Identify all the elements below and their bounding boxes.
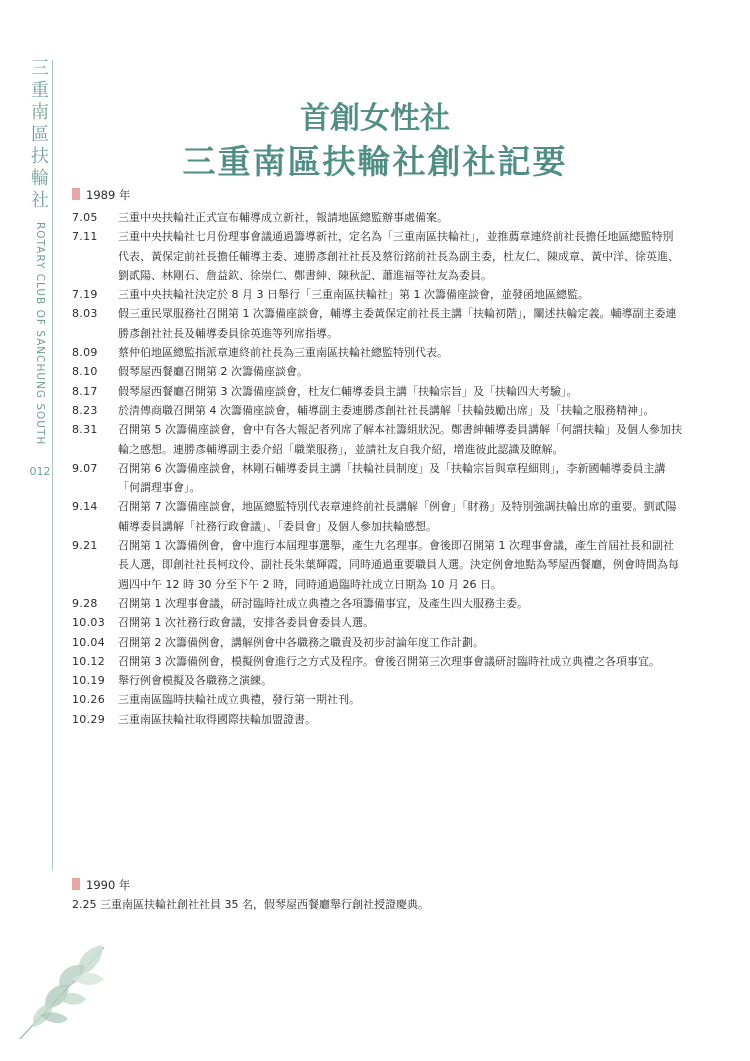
timeline-entry: 10.19 舉行例會模擬及各職務之演練。 xyxy=(72,674,272,688)
timeline-entry: 10.04 召開第 2 次籌備例會，講解例會中各職務之職責及初步討論年度工作計劃。 xyxy=(72,635,484,649)
title-line-1: 首創女性社 xyxy=(300,101,450,136)
timeline-entry: 10.12 召開第 3 次籌備例會，模擬例會進行之方式及程序。會後召開第三次理事會議研討臨時社成立典禮之各項事宜。 xyxy=(72,654,660,668)
timeline-entry: 8.10 假琴屋西餐廳召開第 2 次籌備座談會。 xyxy=(72,365,308,379)
year-marker xyxy=(72,878,80,890)
sidebar-club-name: 三重南區扶輪社 xyxy=(31,58,49,211)
year-heading-1989: 1989 年 xyxy=(72,187,130,203)
timeline-entry: 9.21 召開第 1 次籌備例會，會中進行本屆理事選舉，產生九名理事。會後即召開第 1 次理事會議，產生首屆社長和副社長人選，即創社社長柯玟伶、副社長朱葉輝霞，同時通過重要職員人選。決定例會地點為琴屋西餐廳，例會時間為每週四中午 12 時 30 分至下午 2 時，同時通過臨時社成立日期為 10 月 26 日。 xyxy=(72,539,679,591)
timeline-entry: 7.11 三重中央扶輪社七月份理事會議通過籌導新社，定名為「三重南區扶輪社」，並推薦章連終前社長擔任地區總監特別代表、黃保定前社長擔任輔導主委、連勝彥創社社長及蔡衍銘前社長為副主委，杜友仁、陳成章、黃中洋、徐英進、劉貳陽、林剛石、詹益欽、徐崇仁、鄭書紳、陳秋記、蕭進福等社友為委員。 xyxy=(72,230,679,282)
timeline-entry: 8.09 蔡仲伯地區總監指派章連終前社長為三重南區扶輪社總監特別代表。 xyxy=(72,346,448,360)
timeline-entry: 10.03 召開第 1 次社務行政會議，安排各委員會委員人選。 xyxy=(72,616,374,630)
sidebar-divider xyxy=(52,60,53,870)
page-number: 012 xyxy=(29,465,51,479)
title-line-2: 三重南區扶輪社創社記要 xyxy=(182,142,568,181)
timeline-entry: 8.03 假三重民眾服務社召開第 1 次籌備座談會，輔導主委黃保定前社長主講「扶輪初階」，闡述扶輪定義。輔導副主委連勝彥創社社長及輔導委員徐英進等列席指導。 xyxy=(72,307,677,340)
timeline-entry: 7.05 三重中央扶輪社正式宣布輔導成立新社，報請地區總監辦事處備案。 xyxy=(72,211,448,224)
timeline-entry: 10.26 三重南區臨時扶輪社成立典禮，發行第一期社刊。 xyxy=(72,693,360,707)
timeline-1989 xyxy=(72,208,684,729)
timeline-entry: 7.19 三重中央扶輪社決定於 8 月 3 日舉行「三重南區扶輪社」第 1 次籌備座談會，並發函地區總監。 xyxy=(72,288,589,302)
page-title xyxy=(60,100,690,184)
timeline-entry: 8.31 召開第 5 次籌備座談會，會中有各大報記者列席了解本社籌組狀況。鄭書紳輔導委員講解「何謂扶輪」及個人參加扶輪之感想。連勝彥輔導副主委介紹「職業服務」，並請社友自我介紹，增進彼此認識及瞭解。 xyxy=(72,423,682,456)
timeline-entry: 9.28 召開第 1 次理事會議，研討臨時社成立典禮之各項籌備事宜，及產生四大服務主委。 xyxy=(72,596,528,610)
entry-text: 三重南區扶輪社創社社員 35 名，假琴屋西餐廳舉行創社授證慶典。 xyxy=(100,898,429,911)
year-marker xyxy=(72,188,80,200)
timeline-entry: 8.23 於清傳商職召開第 4 次籌備座談會，輔導副主委連勝彥創社社長講解「扶輪鼓勵出席」及「扶輪之服務精神」。 xyxy=(72,403,655,417)
timeline-1990-entry xyxy=(72,895,672,914)
timeline-entry: 9.07 召開第 6 次籌備座談會，林剛石輔導委員主講「扶輪社員制度」及「扶輪宗旨與章程細則」，李新國輔導委員主講「何謂理事會」。 xyxy=(72,461,666,495)
leaf-decoration-icon xyxy=(12,935,117,1045)
sidebar-club-name-en: ROTARY CLUB OF SANCHUNG SOUTH xyxy=(34,222,46,446)
year-heading-1990: 1990 年 xyxy=(72,877,130,893)
timeline-entry: 8.17 假琴屋西餐廳召開第 3 次籌備座談會，杜友仁輔導委員主講「扶輪宗旨」及「扶輪四大考驗」。 xyxy=(72,384,578,398)
entry-date: 2.25 xyxy=(72,898,97,911)
timeline-entry: 10.29 三重南區扶輪社取得國際扶輪加盟證書。 xyxy=(72,712,316,726)
timeline-entry: 9.14 召開第 7 次籌備座談會，地區總監特別代表章連終前社長講解「例會」「財務」及特別強調扶輪出席的重要。劉貳陽輔導委員講解「社務行政會議」、「委員會」及個人參加扶輪感想。 xyxy=(72,500,677,533)
